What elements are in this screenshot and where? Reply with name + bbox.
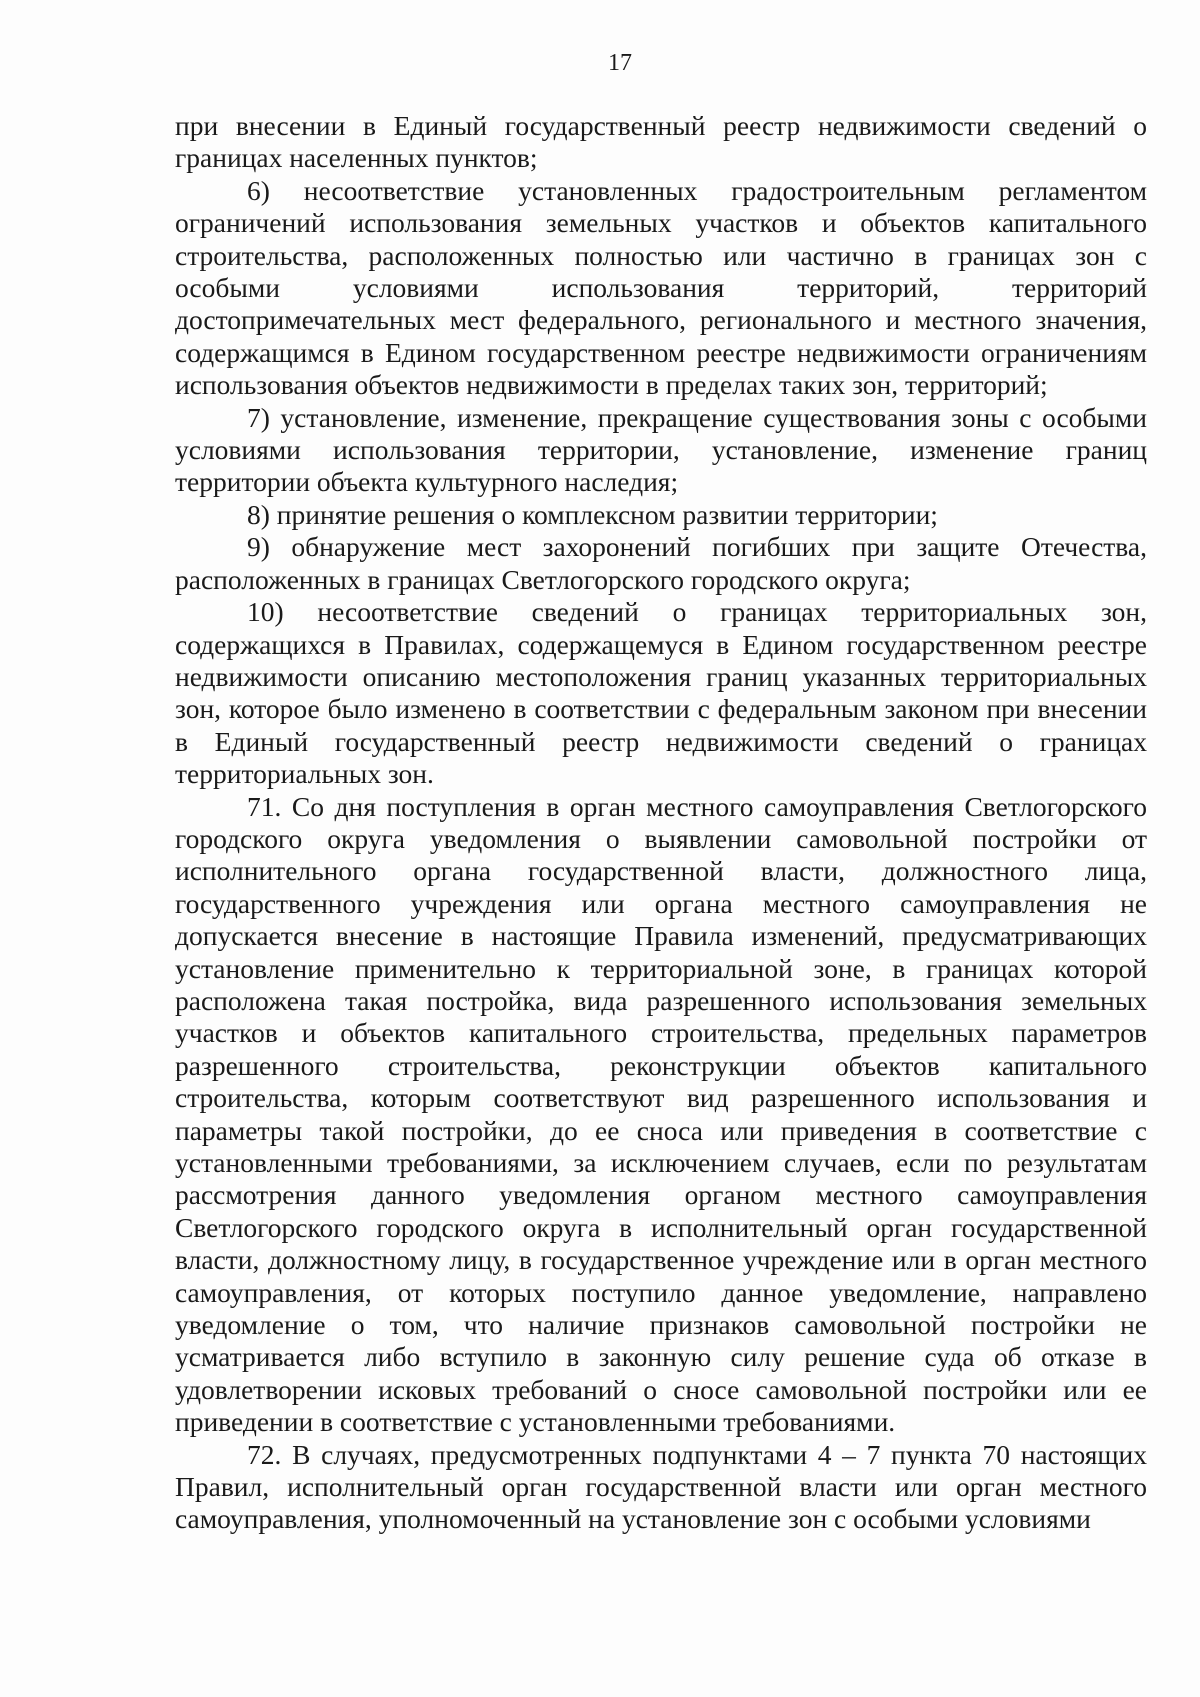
paragraph-clause-72: 72. В случаях, предусмотренных подпунктами 4 – 7 пункта 70 настоящих Правил, исполнительный орган государственной власти или орган местного самоуправления, уполномоченный на установление зон с особыми условиями xyxy=(175,1438,1147,1535)
paragraph-clause-71: 71. Со дня поступления в орган местного самоуправления Светлогорского городского округа уведомления о выявлении самовольной постройки от исполнительного органа государственной власти, должностного лица, государственного учреждения или органа местного самоуправления не допускается внесение в настоящие Правила изменений, предусматривающих установление применительно к территориальной зоне, в границах которой расположена такая постройка, вида разрешенного использования земельных участков и объектов капитального строительства, предельных параметров разрешенного строительства, реконструкции объектов капитального строительства, которым соответствуют вид разрешенного использования и параметры такой постройки, до ее сноса или приведения в соответствие с установленными требованиями, за исключением случаев, если по результатам рассмотрения данного уведомления органом местного самоуправления Светлогорского городского округа в исполнительный орган государственной власти, должностному лицу, в государственное учреждение или в орган местного самоуправления, от которых поступило данное уведомление, направлено уведомление о том, что наличие признаков самовольной постройки не усматривается либо вступило в законную силу решение суда об отказе в удовлетворении исковых требований о сносе самовольной постройки или ее приведении в соответствие с установленными требованиями. xyxy=(175,790,1147,1438)
paragraph-item-10: 10) несоответствие сведений о границах территориальных зон, содержащихся в Правилах, содержащемуся в Едином государственном реестре недвижимости описанию местоположения границ указанных территориальных зон, которое было изменено в соответствии с федеральным законом при внесении в Единый государственный реестр недвижимости сведений о границах территориальных зон. xyxy=(175,596,1147,790)
paragraph-continuation: при внесении в Единый государственный реестр недвижимости сведений о границах населенных пунктов; xyxy=(175,110,1147,174)
paragraph-item-8: 8) принятие решения о комплексном развитии территории; xyxy=(247,498,938,530)
paragraph-item-7: 7) установление, изменение, прекращение существования зоны с особыми условиями использования территории, установление, изменение границ территории объекта культурного наследия; xyxy=(175,401,1147,498)
page-number: 17 xyxy=(608,50,632,76)
document-body xyxy=(175,110,1147,1536)
paragraph-item-9: 9) обнаружение мест захоронений погибших при защите Отечества, расположенных в границах Светлогорского городского округа; xyxy=(175,531,1147,595)
paragraph-item-6: 6) несоответствие установленных градостроительным регламентом ограничений использования земельных участков и объектов капитального строительства, расположенных полностью или частично в границах зон с особыми условиями использования территорий, территорий достопримечательных мест федерального, регионального и местного значения, содержащимся в Едином государственном реестре недвижимости ограничениям использования объектов недвижимости в пределах таких зон, территорий; xyxy=(175,174,1147,401)
